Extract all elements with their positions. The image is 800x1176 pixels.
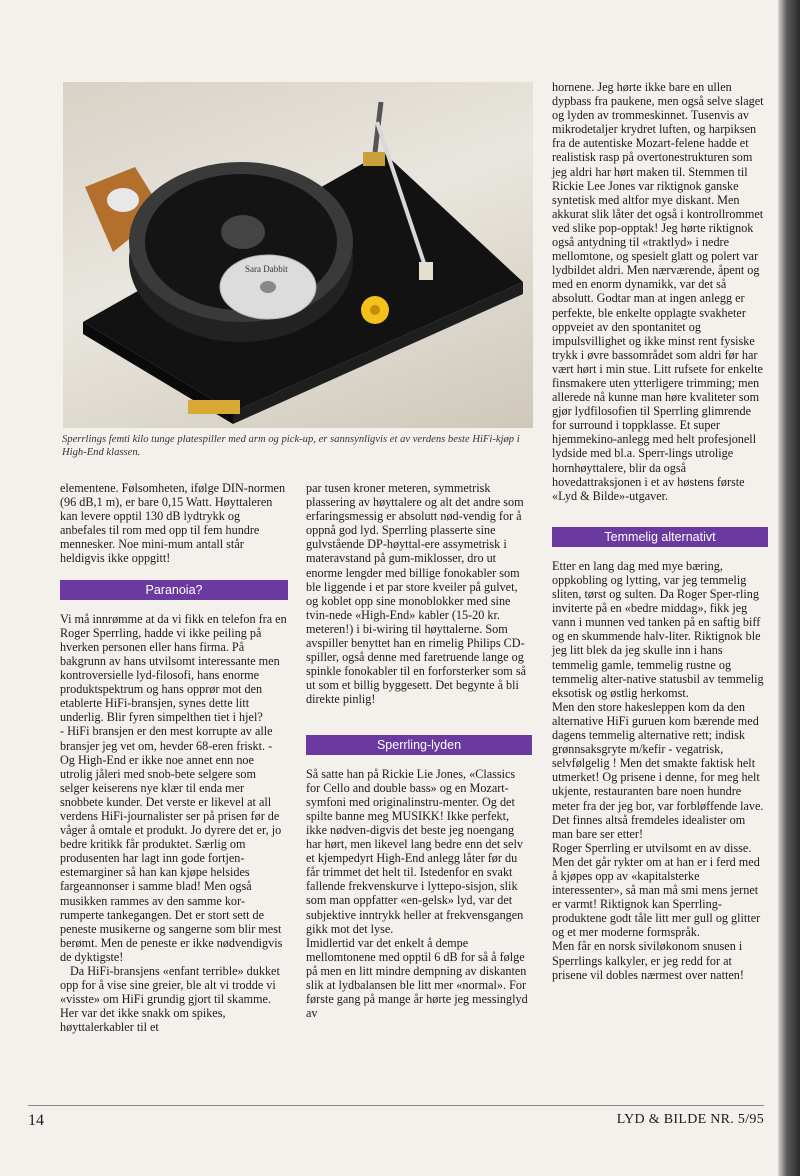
paragraph: Etter en lang dag med mye bæring, oppkobling og lytting, var jeg temmelig sliten, tørst og sulten. Da Roger Sper-rling inviterte på en «bedre middag», fikk jeg vann i munnen ved tanken på en saftig biff og en skummende halv-liter. Riktignok ble jeg litt blek da jeg skulle inn i hans temmelig gamle, temmelig rustne og temmelig alter-native statusbil av temmelig eksotisk og østlig herkomst. [552,558,764,700]
paragraph: Imidlertid var det enkelt å dempe mellomtonene med opptil 6 dB for så å følge på men en litt mindre dempning av diskanten slik at lydbalansen ble litt mer «normal». For første gang på mange år hørte jeg messinglyd av [306,935,528,1021]
cd-label: Sara Dabbit [245,264,288,274]
brand-plate [188,400,240,414]
page-number: 14 [28,1112,44,1129]
magazine-issue: LYD & BILDE NR. 5/95 [616,1112,764,1127]
photo-caption: Sperrlings femti kilo tunge platespiller med arm og pick-up, er sannsynligvis et av verdens beste HiFi-kjøp i High-End klassen. [62,434,520,458]
column-left [60,481,288,1034]
column-right [552,80,768,982]
paragraph: hornene. Jeg hørte ikke bare en ullen dypbass fra paukene, men også selve slaget og lyden av trommeskinnet. Tusenvis av mikrodetaljer krydret luften, og harpiksen fra de autentiske Mozart-felene hadde et realistisk rasp på overtonestrukturen som jeg aldri har hørt maken til. Stemmen til Rickie Lee Jones var riktignok ganske syntetisk med altfor mye diskant. Men akkurat slik låter det også i kontrollrommet ved slike pop-opptak! Jeg hørte riktignok også antydning til «traktlyd» i nedre mellomtone, og spesielt glatt og polert var lydbildet aldri. Men nærværende, åpent og med en enorm dynamikk, var det så absolutt. Godtar man at ingen anlegg er perfekte, ble enkelte opplagte svakheter oppveiet av den spontanitet og impulsvillighet og ikke minst rent fysiske trykk i øvre bassområdet som aldri før har vært hørt i min stue. Litt rufsete for enkelte finsmakere uten ytterligere trimming; men allerede nå kunne man høre kvaliteter som gjør lydfilosofien til Sperrling glimrende for surround i toppklasse. Et super hjemmekino-anlegg med helt profesjonell lydside med bl.a. Sperr-lings utrolige hornhøyttalere, blir da også hovedattraksjonen i et av høstens første «Lyd & Bilde»-utgaver. [552,80,764,503]
turntable-illustration [63,82,533,428]
turntable-photo [63,82,533,428]
record-clamp [221,215,265,249]
paragraph: Men får en norsk siviløkonom snusen i Sperrlings kalkyler, er jeg redd for at prisene vil dobles nærmest over natten! [552,939,744,982]
column-middle [306,481,532,1020]
paragraph: par tusen kroner meteren, symmetrisk plassering av høyttalere og alt det andre som erfaringsmessig er absolutt nød-vendig for å oppnå god lyd. Sperrling plasserte sine gulvstående DP-høyttal-ere assymetrisk i materavstand på gum-miklosser, dro ut enorme lengder med billige fonokabler som ble liggende i et par store kveiler på gulvet, og koblet opp sine monoblokker med sine tvin-nede «High-End» kabler (15-20 kr. meteren!) i bi-wiring til høyttalerne. Som avspiller benyttet han en rimelig Philips CD-spiller, også denne med faretruende lange og spinkle fonokabler til en forforsterker som så ut som et billig byggesett. Det begynte å bli direkte pinlig! [306,481,526,707]
section-heading-sperrling-lyden: Sperrling-lyden [306,735,532,755]
paragraph: Men den store hakesleppen kom da den alternative HiFi guruen kom bærende med dagens temmelig alternative rett; indisk grønnsaksgryte m/kefir - vegatrisk, selvfølgelig ! Men det smakte faktisk helt utmerket! Og prisene i denne, for meg helt ukjente, restauranten bare noen hundre meter fra der jeg bor, var forbløffende lave. Det finnes altså fremdeles idealister om man bare ser etter! [552,699,764,841]
section-heading-paranoia: Paranoia? [60,580,288,600]
paragraph: Roger Sperrling er utvilsomt en av disse. Men det går rykter om at han er i ferd med å kjøpes opp av «kapitalsterke interessenter», så man må smi mens jernet er varmt! Riktignok kan Sperrling-produktene godt tåle litt mer gull og glitter og et mer moderne formspråk. [552,840,761,940]
paragraph: elementene. Følsomheten, ifølge DIN-normen (96 dB,1 m), er bare 0,15 Watt. Høyttaleren kan levere opptil 130 dB lydtrykk og anbefales til rom med opp til fem hundre mennesker. Noe mini-mum antall står heldigvis ikke oppgitt! [60,481,286,566]
paragraph: Så satte han på Rickie Lie Jones, «Classics for Cello and double bass» og en Mozart-symfoni med originalinstru-menter. Og det spilte banne meg MUSIKK! Ikke perfekt, ikke nødven-digvis det beste jeg noengang har hørt, men likevel lang bedre enn det selv et kjempedyrt High-End anlegg låter før du får trimmet det helt til. Istedenfor en svakt fallende frekvenskurve i lyttepo-sisjon, slik som man oppfatter «en-gelsk» lyd, var det subjektive inntrykk heller at frekvensgangen gikk mot det lyse. [306,766,524,936]
tonearm-base [363,152,385,166]
cd-hole [260,281,276,293]
paragraph: - HiFi bransjen er den mest korrupte av alle bransjer jeg vet om, hevder 68-eren friskt. - Og High-End er ikke noe annet enn noe utrolig jåleri med snob-bete selgere som selger keiserens nye klær til enda mer snobbete kunder. Det verste er likevel at all verdens HiFi-journalister ser på prisen før de våger å omtale et produkt. Jo dyrere det er, jo bedre kritikk får produktet. Særlig om produsenten har lagt inn gode fortjen-estemarginer så han kan kjøpe helsides fargeannonser i samme blad! Men også musikken rammes av den samme kor-rumperte tankegangen. Det er stort sett de peneste musikerne og sangerne som blir mest berømt. Men de peneste er ikke nødvendigvis de dyktigste! [60,724,283,964]
flower-center [370,305,380,315]
section-heading-temmelig-alternativt: Temmelig alternativt [552,527,768,547]
paragraph: Da HiFi-bransjens «enfant terrible» dukket opp for å vise sine greier, ble alt vi trodde vi «visste» om HiFi grundig gjort til skamme. Her var det ikke snakk om spikes, høyttalerkabler til et [60,964,280,1035]
cartridge [419,262,433,280]
paragraph: Vi må innrømme at da vi fikk en telefon fra en Roger Sperrling, hadde vi ikke peiling på hverken personen eller hans firma. På bakgrunn av hans utvilsomt interessante men kontroversielle lyd-filosofi, hans enorme produktspektrum og hans opprør mot den etablerte HiFi-bransjen, synes dette litt underlig. Blir fyren simpelthen tiet i hjel? [60,611,287,725]
page-edge [778,0,800,1176]
motor-pulley [107,188,139,212]
footer-rule [28,1105,764,1106]
